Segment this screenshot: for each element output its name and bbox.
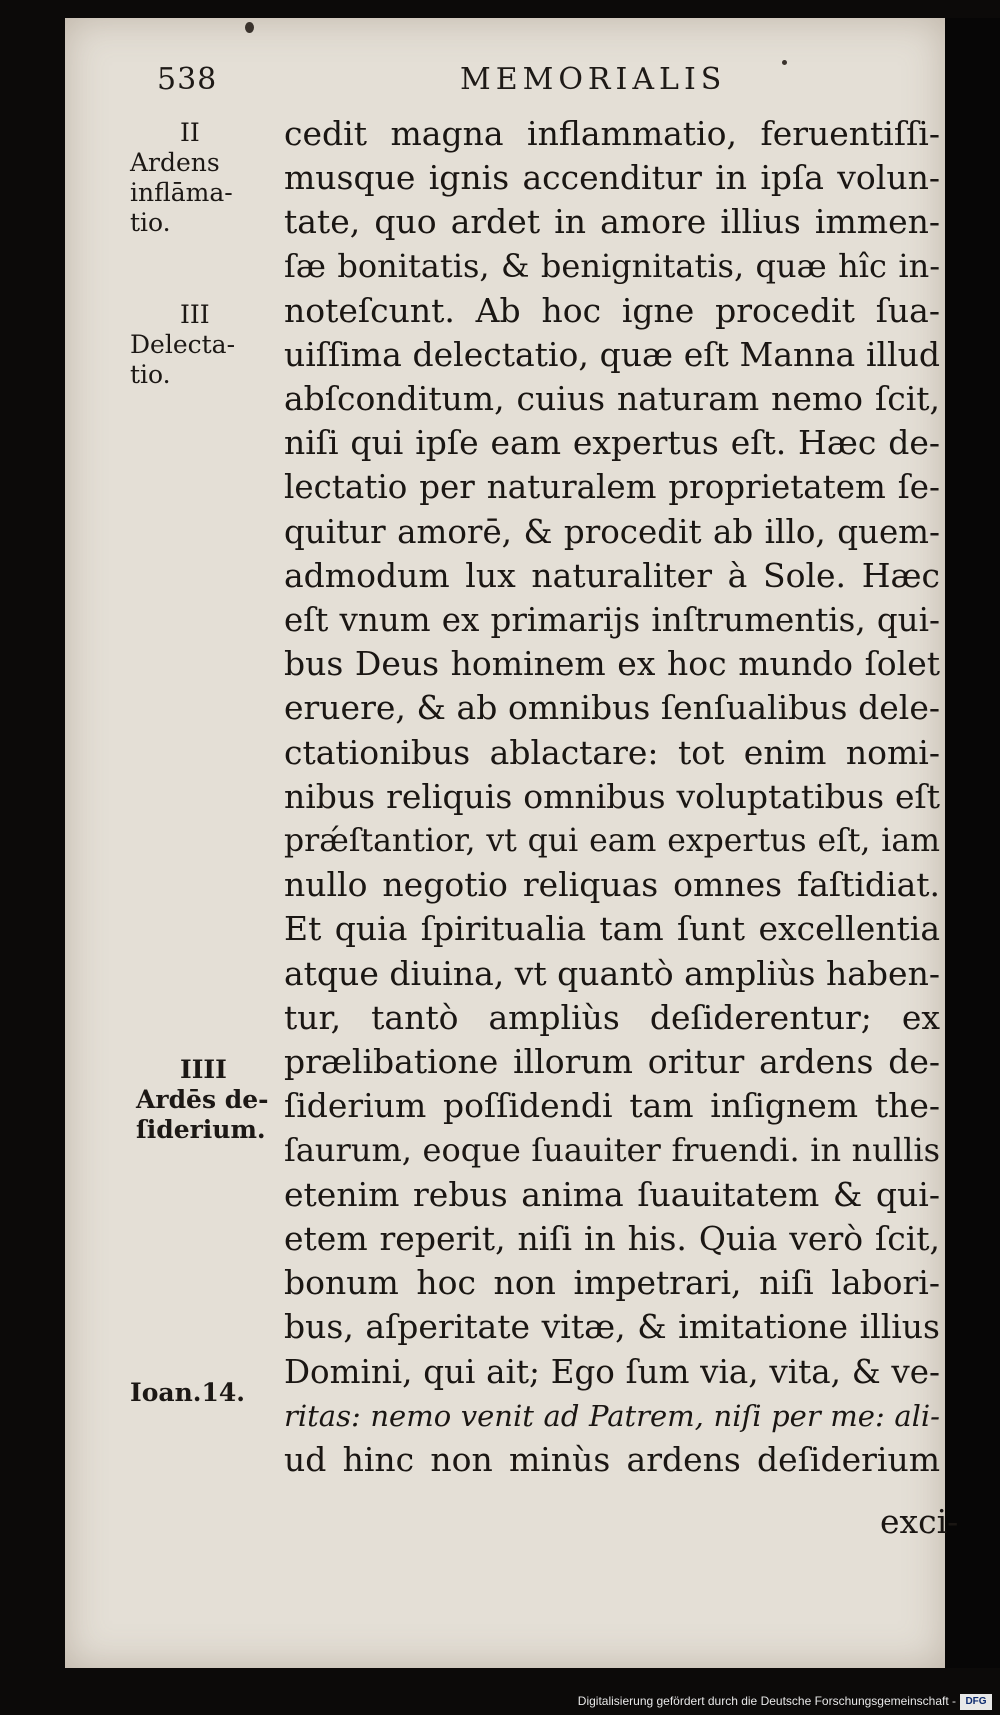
page-header — [0, 56, 880, 116]
text-line: lectatio per naturalem proprietatem ſe- — [284, 468, 940, 506]
text-line: ud hinc non minùs ardens deſiderium — [284, 1440, 940, 1479]
margin-note-line: IIII — [180, 1055, 227, 1084]
text-line: nullo negotio reliquas omnes faſtidiat. — [284, 865, 940, 904]
text-line: uiſſima delectatio, quæ eſt Manna illud — [284, 335, 940, 374]
margin-note-line: ſiderium. — [136, 1115, 266, 1144]
scan-edge — [945, 18, 1000, 1668]
margin-note — [130, 1378, 245, 1408]
text-line: abſconditum, cuius naturam nemo ſcit, — [284, 379, 940, 418]
text-line: ctationibus ablactare: tot enim nomi- — [284, 733, 940, 772]
margin-note-line: tio. — [130, 360, 171, 389]
text-line: quitur amorē, & procedit ab illo, quem- — [284, 513, 940, 551]
margin-note-line: inflāma- — [130, 178, 233, 207]
margin-note-line: Ioan.14. — [130, 1378, 245, 1407]
text-line: musque ignis accenditur in ipſa volun- — [284, 158, 940, 197]
text-line: noteſcunt. Ab hoc igne procedit ſua- — [284, 291, 940, 330]
text-line: tur, tantò ampliùs deſiderentur; ex — [284, 998, 940, 1037]
text-line: atque diuina, vt quantò ampliùs haben- — [284, 954, 940, 993]
margin-note-line: Ardens — [130, 148, 220, 177]
text-line: cedit magna inflammatio, feruentiſſi- — [284, 114, 940, 153]
text-line: nibus reliquis omnibus voluptatibus eſt — [284, 777, 940, 816]
text-line: eruere, & ab omnibus ſenſualibus dele- — [284, 688, 940, 727]
margin-note — [136, 1055, 269, 1145]
text-line: niſi qui ipſe eam expertus eſt. Hæc de- — [284, 423, 940, 462]
margin-note — [130, 300, 235, 390]
margin-note-line: Delecta- — [130, 330, 236, 359]
text-line: eſt vnum ex primarijs inſtrumentis, qui- — [284, 601, 940, 639]
text-line: etem reperit, niſi in his. Quia verò ſcit, — [284, 1219, 940, 1258]
margin-note-line: II — [180, 118, 200, 147]
text-line: Domini, qui ait; Ego ſum via, vita, & ve- — [284, 1353, 940, 1391]
text-line: Et quia ſpiritualia tam ſunt excellentia — [284, 909, 940, 948]
catchword: exci- — [880, 1502, 959, 1541]
text-line: admodum lux naturaliter à Sole. Hæc — [284, 556, 940, 595]
dfg-logo: DFG — [960, 1694, 992, 1710]
text-line: prǽſtantior, vt qui eam expertus eſt, iam — [284, 823, 940, 859]
ink-spot — [245, 22, 254, 33]
text-line: prælibatione illorum oritur ardens de- — [284, 1042, 940, 1081]
footer-bar — [0, 1692, 1000, 1715]
margin-note — [130, 118, 233, 238]
running-head: MEMORIALIS — [460, 62, 727, 97]
text-line: ritas: nemo venit ad Patrem, niſi per me: ali- — [284, 1399, 940, 1433]
funding-credit: Digitalisierung gefördert durch die Deutsche Forschungsgemeinschaft - — [577, 1694, 956, 1708]
text-line: bus, aſperitate vitæ, & imitatione illius — [284, 1307, 940, 1346]
text-line: ſiderium poſſidendi tam inſignem the- — [284, 1086, 940, 1125]
text-line: bonum hoc non impetrari, niſi labori- — [284, 1263, 940, 1302]
margin-note-line: tio. — [130, 208, 171, 237]
text-line: bus Deus hominem ex hoc mundo ſolet — [284, 644, 940, 683]
margin-note-line: III — [180, 300, 210, 329]
text-line: ſæ bonitatis, & benignitatis, quæ hîc in- — [284, 247, 940, 285]
margin-note-line: Ardēs de- — [136, 1085, 269, 1114]
text-line: etenim rebus anima ſuauitatem & qui- — [284, 1175, 940, 1214]
page-number: 538 — [157, 62, 218, 97]
text-line: tate, quo ardet in amore illius immen- — [284, 202, 940, 241]
text-line: ſaurum, eoque ſuauiter fruendi. in nullis — [284, 1131, 940, 1169]
